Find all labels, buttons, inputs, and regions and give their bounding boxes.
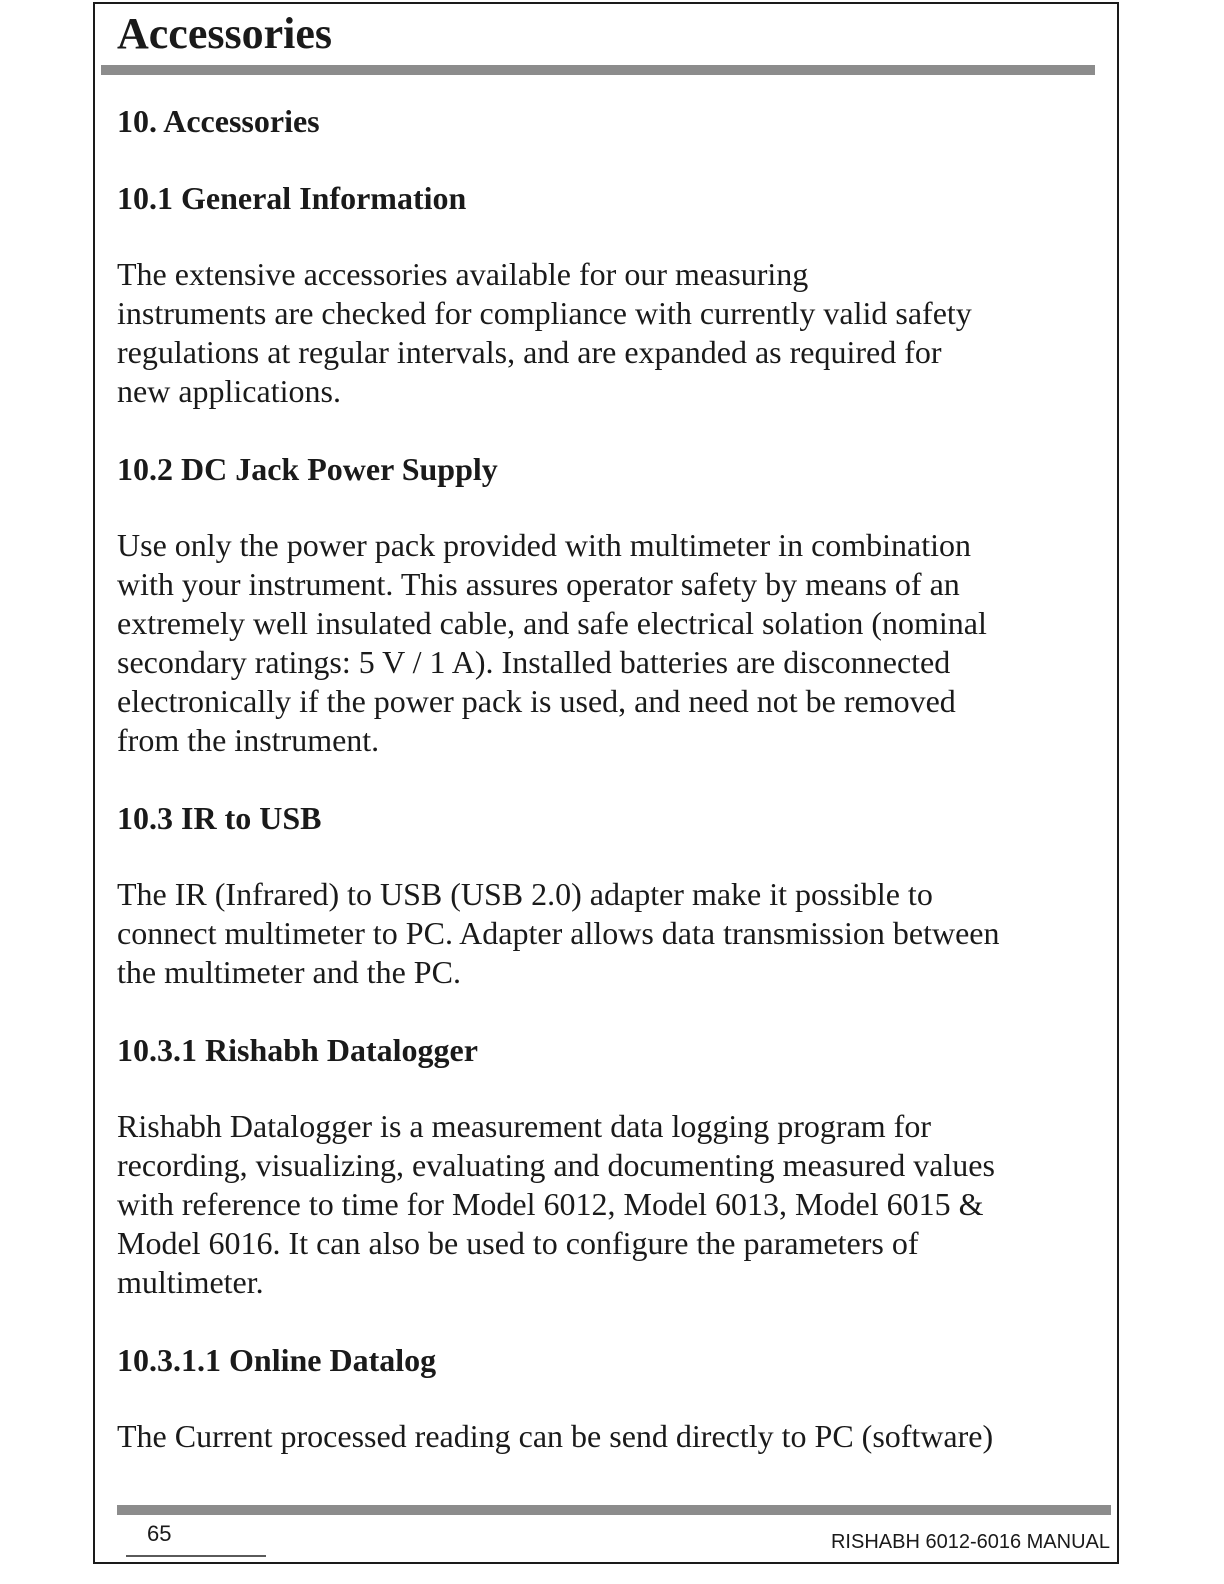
text-line: multimeter. (117, 1264, 264, 1300)
text-line: The extensive accessories available for our measuring (117, 256, 809, 292)
text-line: The IR (Infrared) to USB (USB 2.0) adapter make it possible to (117, 876, 933, 912)
text-line: secondary ratings: 5 V / 1 A). Installed batteries are disconnected (117, 644, 951, 680)
text-line: regulations at regular intervals, and are expanded as required for (117, 334, 942, 370)
section-paragraph (117, 1107, 1097, 1302)
section-paragraph (117, 875, 1097, 992)
footer-divider (117, 1505, 1111, 1515)
text-line: The Current processed reading can be send directly to PC (software) (117, 1418, 994, 1454)
section-paragraph (117, 255, 1097, 411)
section-heading: 10. Accessories (117, 103, 320, 139)
text-line: extremely well insulated cable, and safe electrical solation (nominal (117, 605, 987, 641)
text-line: with reference to time for Model 6012, Model 6013, Model 6015 & (117, 1186, 984, 1222)
section-heading: 10.2 DC Jack Power Supply (117, 451, 498, 487)
manual-name: RISHABH 6012-6016 MANUAL (830, 1531, 1110, 1553)
text-line: Use only the power pack provided with multimeter in combination (117, 527, 972, 563)
section-heading: 10.1 General Information (117, 180, 467, 216)
section-heading: 10.3.1.1 Online Datalog (117, 1342, 437, 1378)
section-heading: 10.3 IR to USB (117, 800, 322, 836)
header-divider (101, 65, 1095, 75)
text-line: with your instrument. This assures operator safety by means of an (117, 566, 960, 602)
text-line: the multimeter and the PC. (117, 954, 461, 990)
section-heading: 10.3.1 Rishabh Datalogger (117, 1032, 478, 1068)
page-number-underline (126, 1555, 266, 1557)
text-line: electronically if the power pack is used, and need not be removed (117, 683, 956, 719)
text-line: from the instrument. (117, 722, 380, 758)
text-line: recording, visualizing, evaluating and documenting measured values (117, 1147, 995, 1183)
page-header-title: Accessories (117, 9, 333, 58)
section-paragraph (117, 526, 1097, 760)
text-line: new applications. (117, 373, 341, 409)
section-paragraph (117, 1417, 1097, 1456)
text-line: connect multimeter to PC. Adapter allows data transmission between (117, 915, 1000, 951)
page-content (117, 101, 1097, 1456)
text-line: Rishabh Datalogger is a measurement data logging program for (117, 1108, 931, 1144)
page-number: 65 (147, 1521, 172, 1546)
text-line: Model 6016. It can also be used to configure the parameters of (117, 1225, 919, 1261)
text-line: instruments are checked for compliance with currently valid safety (117, 295, 972, 331)
